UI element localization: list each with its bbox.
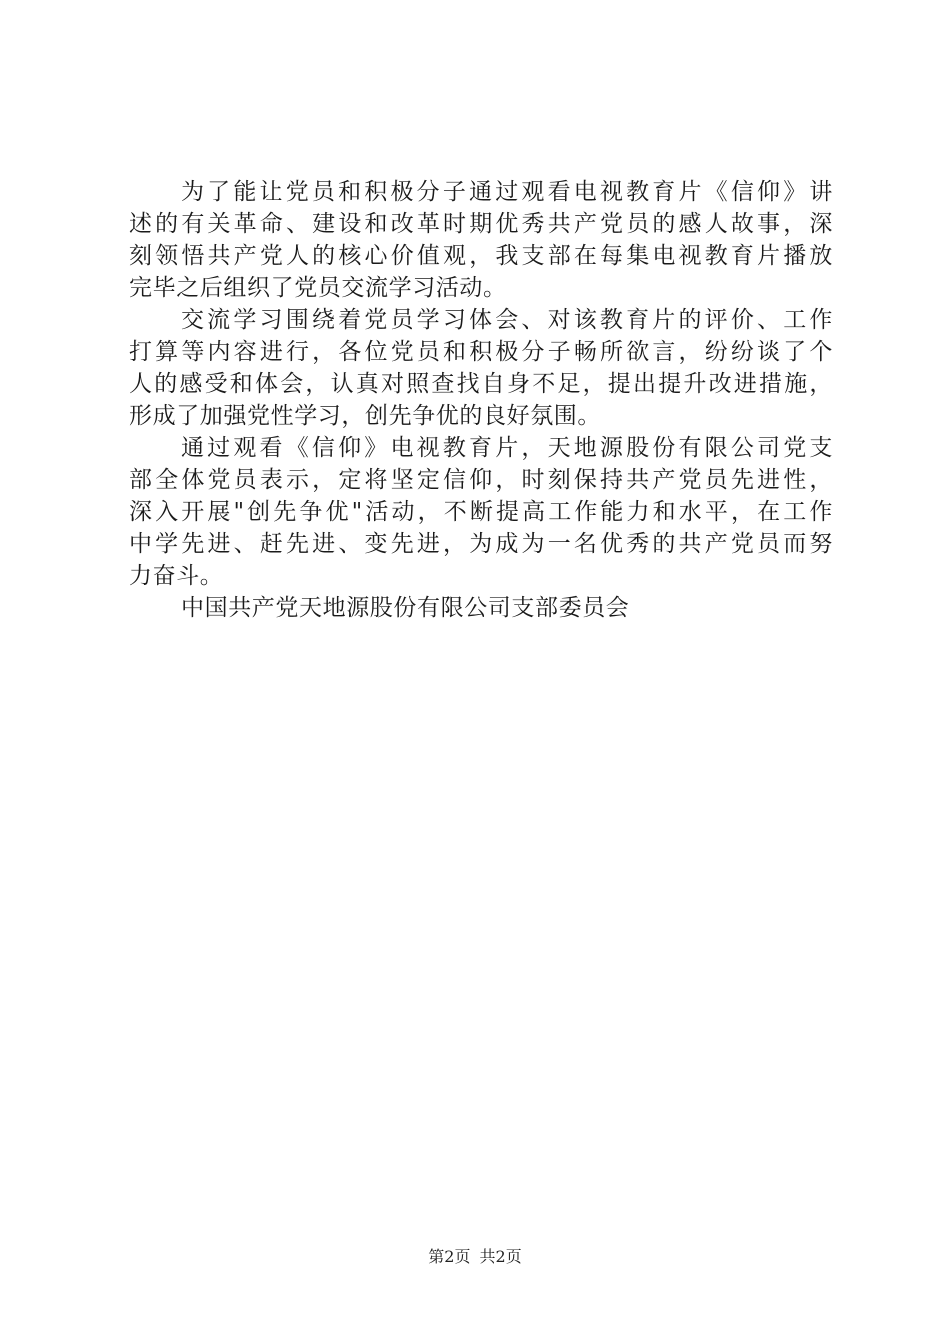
paragraph-line: 述的有关革命、建设和改革时期优秀共产党员的感人故事，深: [129, 211, 833, 237]
paragraph-1: [129, 176, 833, 304]
paragraph-2: [129, 304, 833, 432]
paragraph-line: 中学先进、赶先进、变先进，为成为一名优秀的共产党员而努: [129, 531, 833, 557]
paragraph-line: 刻领悟共产党人的核心价值观，我支部在每集电视教育片播放: [129, 243, 833, 269]
page-footer: [0, 1244, 950, 1267]
paragraph-line: 形成了加强党性学习，创先争优的良好氛围。: [129, 403, 601, 429]
document-body: [129, 176, 833, 624]
page-total: 共2页: [479, 1247, 522, 1266]
paragraph-line: 人的感受和体会，认真对照查找自身不足，提出提升改进措施，: [129, 371, 833, 397]
paragraph-line: 力奋斗。: [129, 563, 224, 589]
paragraph-line: 交流学习围绕着党员学习体会、对该教育片的评价、工作: [181, 307, 833, 333]
signature-line: 中国共产党天地源股份有限公司支部委员会: [181, 595, 630, 621]
signature-paragraph: [129, 592, 833, 624]
page-number: 第2页: [428, 1247, 471, 1266]
paragraph-line: 部全体党员表示，定将坚定信仰，时刻保持共产党员先进性，: [129, 467, 833, 493]
paragraph-line: 为了能让党员和积极分子通过观看电视教育片《信仰》讲: [181, 179, 833, 205]
paragraph-line: 完毕之后组织了党员交流学习活动。: [129, 275, 507, 301]
paragraph-line: 深入开展"创先争优"活动，不断提高工作能力和水平，在工作: [129, 499, 833, 525]
paragraph-3: [129, 432, 833, 592]
paragraph-line: 打算等内容进行，各位党员和积极分子畅所欲言，纷纷谈了个: [129, 339, 833, 365]
paragraph-line: 通过观看《信仰》电视教育片，天地源股份有限公司党支: [181, 435, 833, 461]
